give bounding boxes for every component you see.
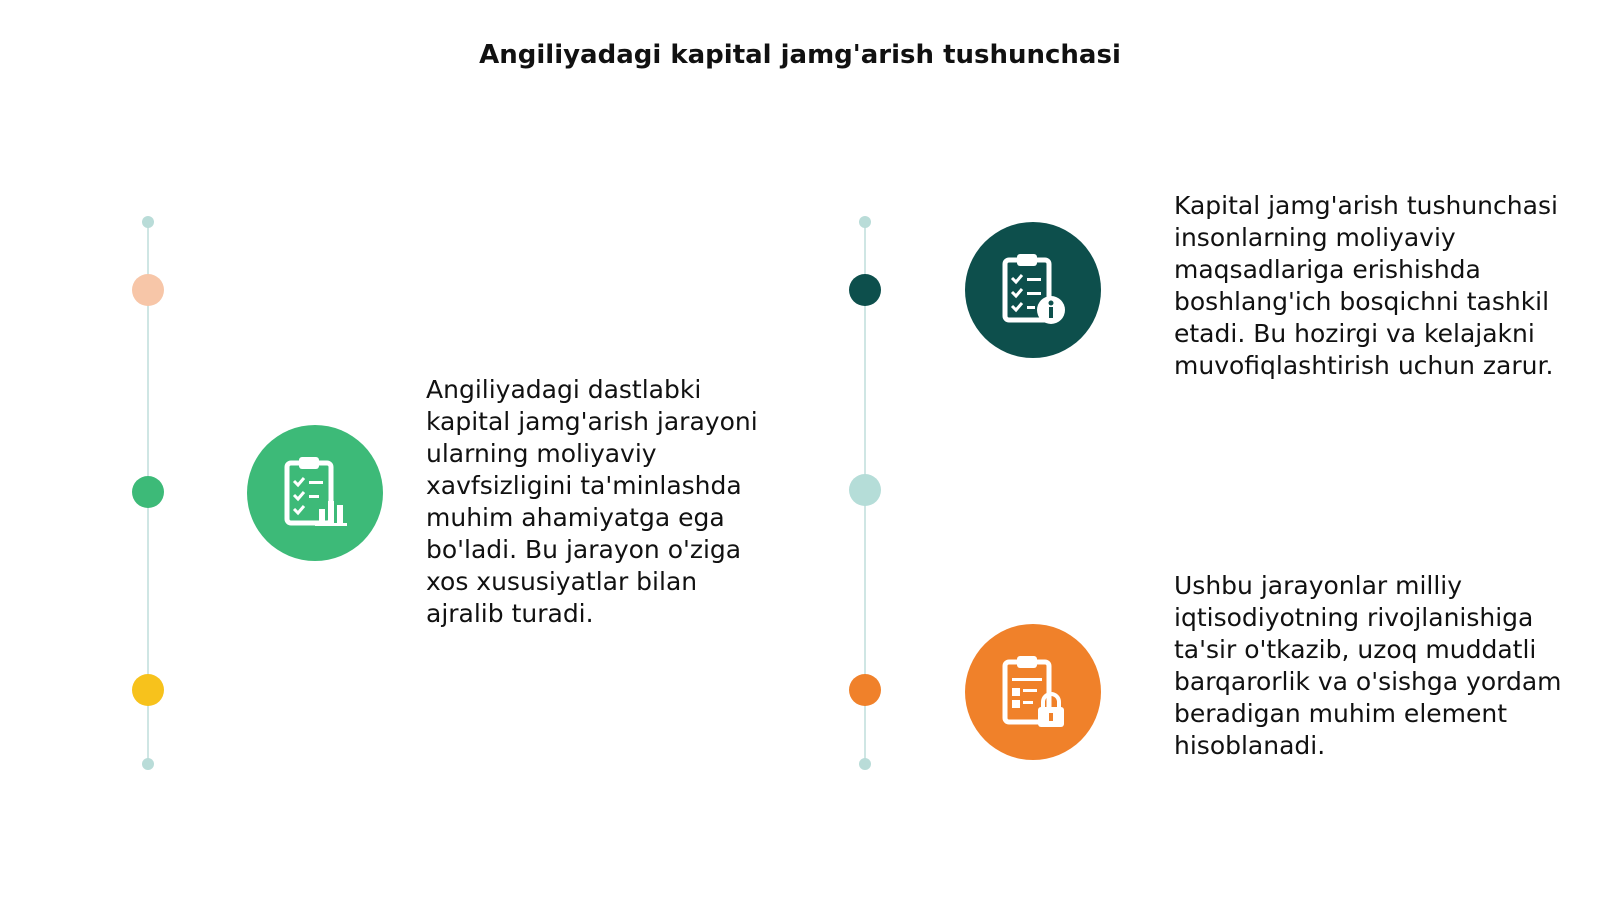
clipboard-lock-icon [993, 652, 1073, 732]
left-timeline-dot-green [132, 476, 164, 508]
clipboard-info-icon [993, 250, 1073, 330]
left-timeline-dot-yellow [132, 674, 164, 706]
clipboard-chart-icon [275, 453, 355, 533]
right-timeline-dot-light-teal [849, 474, 881, 506]
left-timeline-top-cap [142, 216, 154, 228]
item-1-text: Angiliyadagi dastlabki kapital jamg'arish jarayoni ularning moliyaviy xavfsizligini ta'minlashda muhim ahamiyatga ega bo'ladi. Bu jarayon o'ziga xos xususiyatlar bilan ajralib turadi. [426, 375, 758, 628]
left-timeline-bottom-cap [142, 758, 154, 770]
page-title: Angiliyadagi kapital jamg'arish tushunchasi [479, 40, 1121, 70]
right-timeline-top-cap [859, 216, 871, 228]
item-2-text: Kapital jamg'arish tushunchasi insonlarning moliyaviy maqsadlariga erishishda boshlang'ich bosqichni tashkil etadi. Bu hozirgi va kelajakni muvofiqlashtirish uchun zarur. [1174, 191, 1558, 380]
item-3-text: Ushbu jarayonlar milliy iqtisodiyotning rivojlanishiga ta'sir o'tkazib, uzoq muddatli barqarorlik va o'sishga yordam beradigan muhim element hisoblanadi. [1174, 571, 1562, 760]
right-timeline-dot-dark-teal [849, 274, 881, 306]
item-1-badge [247, 425, 383, 561]
right-timeline-bottom-cap [859, 758, 871, 770]
right-timeline-dot-orange [849, 674, 881, 706]
item-3-badge [965, 624, 1101, 760]
item-2-badge [965, 222, 1101, 358]
left-timeline-dot-peach [132, 274, 164, 306]
